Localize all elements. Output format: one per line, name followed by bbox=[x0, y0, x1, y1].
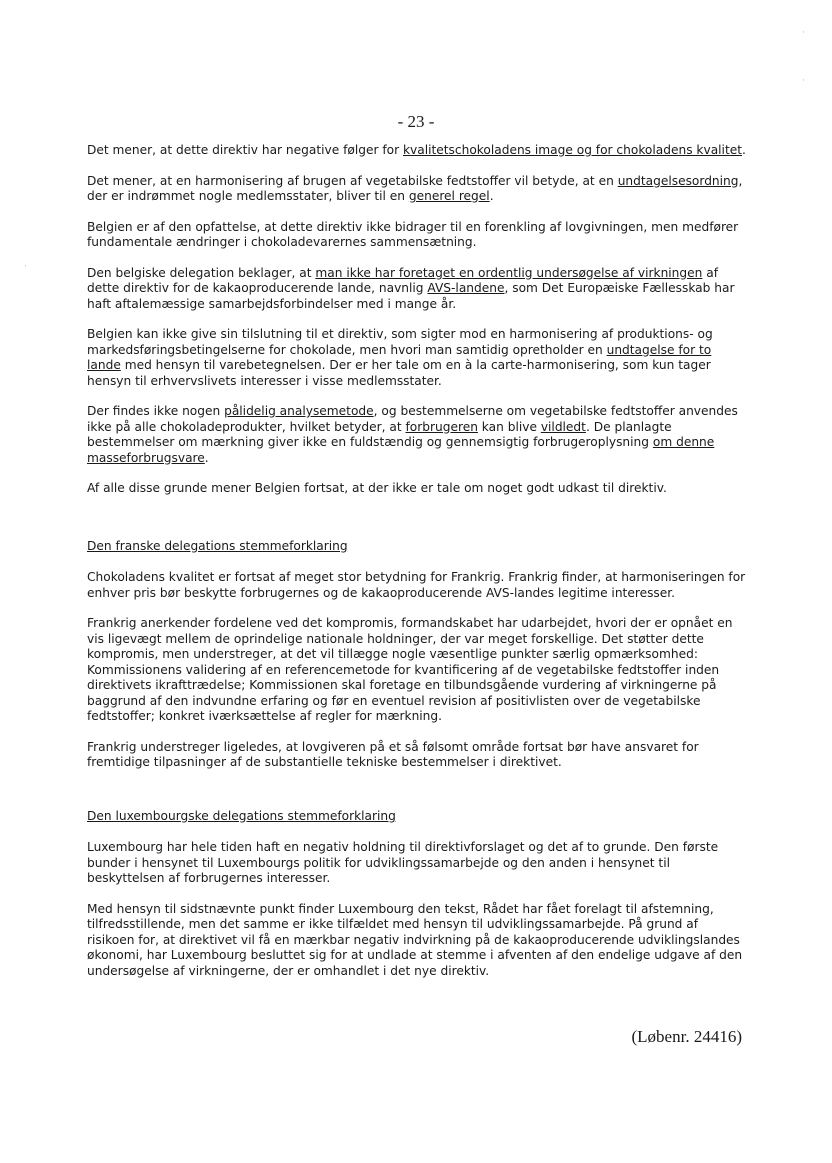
luxembourg-statement-paragraphs bbox=[87, 840, 747, 979]
text-run: Af alle disse grunde mener Belgien fortsat, at der ikke er tale om noget godt udkast til direktiv. bbox=[87, 481, 667, 495]
text-run: Frankrig anerkender fordelene ved det kompromis, formandskabet har udarbejdet, hvori der er opnået en vis ligevægt mellem de oprindelige nationale holdninger, der var meget forskellige. Det støtter dette kompromis, men understreger, at det vil tillægge nogle væsentlige punkter særlig opmærksomhed: Kommissionens validering af en referencemetode for kvantificering af de vegetabilske fedtstoffer inden direktivets ikrafttrædelse; Kommissionen skal foretage en tilbundsgående vurdering af virkningerne på baggrund af den indvundne erfaring og før en eventuel revision af positivlisten over de vegetabilske fedtstoffer; konkret iværksættelse af regler for mærkning. bbox=[87, 616, 733, 723]
document-reference-number: (Løbenr. 24416) bbox=[631, 1027, 742, 1046]
underlined-text: AVS-landene bbox=[427, 281, 505, 295]
text-run: Belgien kan ikke give sin tilslutning til et direktiv, som sigter mod en harmonisering af produktions- og markedsføringsbetingelserne for chokolade, men hvori man samtidig opretholder en bbox=[87, 327, 713, 357]
paragraph bbox=[87, 840, 747, 887]
text-run: . De planlagte bestemmelser om mærkning giver ikke en fuldstændig og gennemsigtig forbrugeroplysning bbox=[87, 419, 672, 449]
text-run: . bbox=[742, 143, 746, 157]
paragraph bbox=[87, 616, 747, 725]
paragraph bbox=[87, 481, 747, 497]
section-heading-french: Den franske delegations stemmeforklaring bbox=[87, 538, 348, 553]
paragraph bbox=[87, 220, 747, 251]
text-run: Der findes ikke nogen bbox=[87, 404, 225, 418]
paragraph bbox=[87, 266, 747, 313]
underlined-text: om denne masseforbrugsvare bbox=[87, 435, 715, 465]
text-run: , som Det Europæiske Fællesskab har haft aftalemæssige samarbejdsforbindelser med i mange år. bbox=[87, 281, 735, 311]
section-heading-luxembourg: Den luxembourgske delegations stemmeforklaring bbox=[87, 808, 396, 823]
text-run: , der er indrømmet nogle medlemsstater, bliver til en bbox=[87, 173, 743, 203]
paragraph bbox=[87, 143, 747, 159]
text-run: , og bestemmelserne om vegetabilske fedtstoffer anvendes ikke på alle chokoladeprodukter, hvilket betyder, at bbox=[87, 404, 738, 434]
text-run: Det mener, at dette direktiv har negative følger for bbox=[87, 143, 403, 157]
text-run: Med hensyn til sidstnævnte punkt finder Luxembourg den tekst, Rådet har fået forelagt til afstemning, tilfredsstillende, men det samme er ikke tilfældet med hensyn til udviklingssamarbejde. På grund af risikoen for, at direktivet vil få en mærkbar negativ indvirkning på de kakaoproducerende udviklingslandes økonomi, har Luxembourg besluttet sig for at undlade at stemme i afventen af den endelige udgave af den undersøgelse af virkningerne, der er omhandlet i det nye direktiv. bbox=[87, 901, 743, 978]
document-body bbox=[87, 143, 747, 994]
scan-artifact: · bbox=[802, 76, 805, 86]
paragraph bbox=[87, 174, 747, 205]
text-run: Belgien er af den opfattelse, at dette direktiv ikke bidrager til en forenkling af lovgivningen, men medfører fundamentale ændringer i chokoladevarernes sammensætning. bbox=[87, 219, 739, 249]
underlined-text: undtagelse for to lande bbox=[87, 342, 712, 372]
text-run: Chokoladens kvalitet er fortsat af meget stor betydning for Frankrig. Frankrig finder, at harmoniseringen for enhver pris bør beskytte forbrugernes og de kakaoproducerende AVS-landes legitime interesser. bbox=[87, 570, 746, 600]
text-run: af dette direktiv for de kakaoproducerende lande, navnlig bbox=[87, 265, 718, 295]
paragraph bbox=[87, 740, 747, 771]
underlined-text: man ikke har foretaget en ordentlig undersøgelse af virkningen bbox=[315, 265, 703, 280]
underlined-text: undtagelsesordning bbox=[617, 173, 739, 188]
underlined-text: forbrugeren bbox=[405, 419, 478, 434]
paragraph bbox=[87, 404, 747, 466]
text-run: med hensyn til varebetegnelsen. Der er her tale om en à la carte-harmonisering, som kun tager hensyn til erhvervslivets interesser i visse medlemsstater. bbox=[87, 358, 711, 388]
text-run: Frankrig understreger ligeledes, at lovgiveren på et så følsomt område fortsat bør have ansvaret for fremtidige tilpasninger af de substantielle tekniske bestemmelser i direktivet. bbox=[87, 739, 699, 769]
scan-artifact: · bbox=[24, 262, 27, 272]
page-number: - 23 - bbox=[397, 112, 435, 131]
text-run: kan blive bbox=[477, 419, 541, 434]
text-run: Luxembourg har hele tiden haft en negativ holdning til direktivforslaget og det af to grunde. Den første bunder i hensynet til Luxembourgs politik for udviklingssamarbejde og den anden i hensynet til beskyttelsen af forbrugernes interesser. bbox=[87, 840, 719, 885]
text-run: Den belgiske delegation beklager, at bbox=[87, 265, 316, 280]
underlined-text: vildledt bbox=[540, 419, 586, 434]
text-run: Det mener, at en harmonisering af brugen af vegetabilske fedtstoffer vil betyde, at en bbox=[87, 173, 618, 188]
paragraph bbox=[87, 902, 747, 980]
text-run: . bbox=[489, 189, 494, 203]
scan-artifact: · bbox=[802, 28, 805, 38]
underlined-text: kvalitetschokoladens image og for chokoladens kvalitet bbox=[402, 143, 742, 157]
french-statement-paragraphs bbox=[87, 570, 747, 771]
belgian-statement-paragraphs bbox=[87, 143, 747, 497]
paragraph bbox=[87, 570, 747, 601]
text-run: . bbox=[204, 450, 209, 465]
paragraph bbox=[87, 327, 747, 389]
underlined-text: generel regel bbox=[408, 189, 490, 203]
underlined-text: pålidelig analysemetode bbox=[224, 404, 374, 418]
